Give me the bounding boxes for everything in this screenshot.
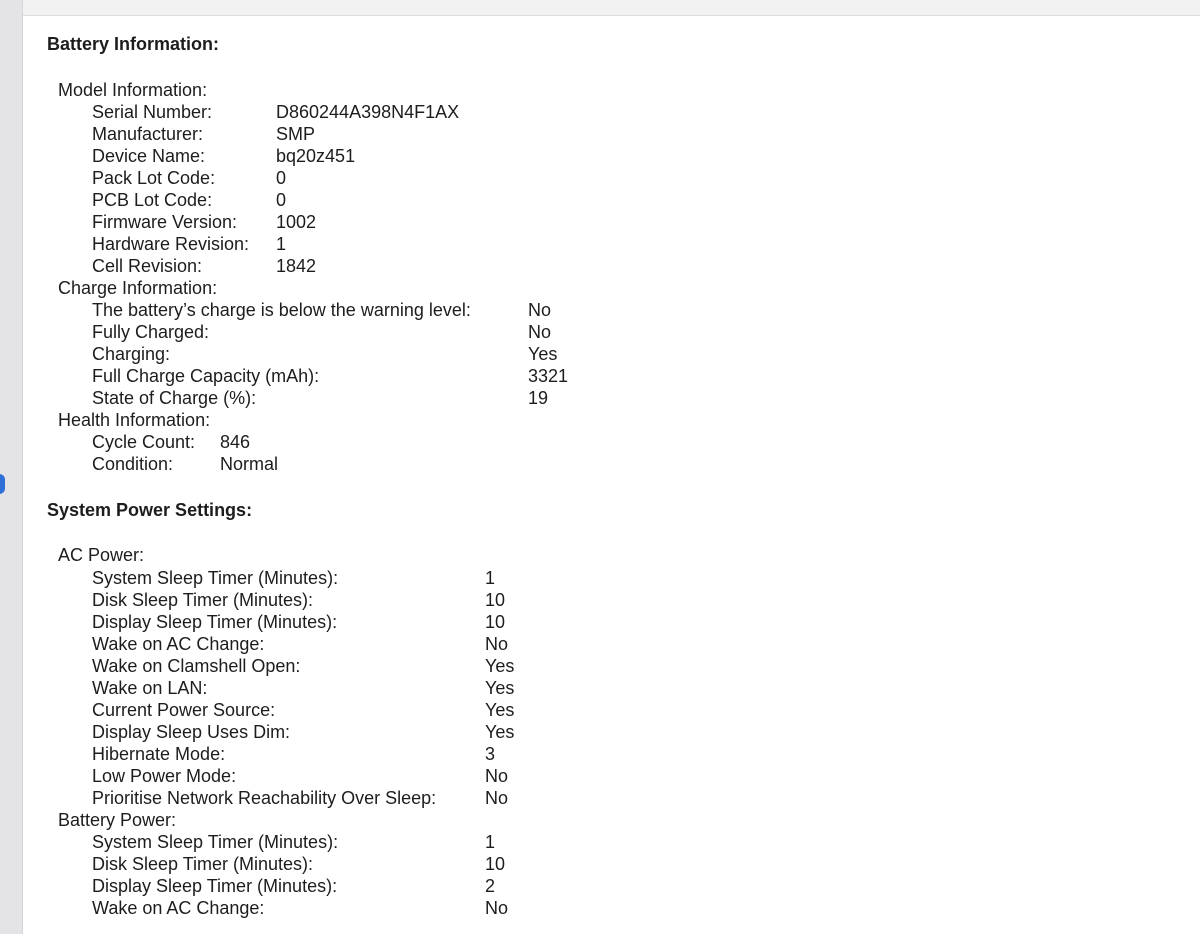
ac-display-sleep-timer-value: 10 (485, 612, 506, 632)
hardware-revision-label: Hardware Revision: (92, 234, 250, 254)
health-information-header: Health Information: (58, 410, 211, 430)
below-warning-level-value: No (528, 300, 552, 320)
ac-low-power-mode-value: No (485, 766, 509, 786)
firmware-version-value: 1002 (276, 212, 317, 232)
batt-system-sleep-timer-label: System Sleep Timer (Minutes): (92, 832, 339, 852)
ac-display-sleep-timer-label: Display Sleep Timer (Minutes): (92, 612, 338, 632)
serial-number-value: D860244A398N4F1AX (276, 102, 460, 122)
firmware-version-label: Firmware Version: (92, 212, 238, 232)
serial-number-label: Serial Number: (92, 102, 213, 122)
ac-display-sleep-uses-dim-label: Display Sleep Uses Dim: (92, 722, 291, 742)
state-of-charge-value: 19 (528, 388, 549, 408)
batt-wake-on-ac-change-value: No (485, 898, 509, 918)
pcb-lot-code-label: PCB Lot Code: (92, 190, 213, 210)
battery-power-header: Battery Power: (58, 810, 177, 830)
ac-power-header: AC Power: (58, 545, 145, 565)
fully-charged-label: Fully Charged: (92, 322, 210, 342)
batt-wake-on-ac-change-label: Wake on AC Change: (92, 898, 265, 918)
model-information-header: Model Information: (58, 80, 208, 100)
ac-current-power-source-label: Current Power Source: (92, 700, 276, 720)
below-warning-level-label: The battery’s charge is below the warning level: (92, 300, 471, 320)
ac-prioritise-network-label: Prioritise Network Reachability Over Sleep: (92, 788, 437, 808)
ac-current-power-source-value: Yes (485, 700, 515, 720)
ac-disk-sleep-timer-value: 10 (485, 590, 506, 610)
charge-information-header: Charge Information: (58, 278, 218, 298)
device-name-label: Device Name: (92, 146, 206, 166)
ac-wake-on-ac-change-value: No (485, 634, 509, 654)
batt-system-sleep-timer-value: 1 (485, 832, 496, 852)
batt-display-sleep-timer-label: Display Sleep Timer (Minutes): (92, 876, 338, 896)
pack-lot-code-label: Pack Lot Code: (92, 168, 216, 188)
fully-charged-value: No (528, 322, 552, 342)
system-power-settings-title: System Power Settings: (47, 500, 253, 520)
cycle-count-label: Cycle Count: (92, 432, 196, 452)
battery-information-title: Battery Information: (47, 34, 220, 54)
ac-wake-on-lan-value: Yes (485, 678, 515, 698)
full-charge-capacity-value: 3321 (528, 366, 569, 386)
device-name-value: bq20z451 (276, 146, 356, 166)
batt-display-sleep-timer-value: 2 (485, 876, 496, 896)
condition-value: Normal (220, 454, 279, 474)
ac-wake-on-lan-label: Wake on LAN: (92, 678, 208, 698)
ac-system-sleep-timer-label: System Sleep Timer (Minutes): (92, 568, 339, 588)
ac-wake-on-ac-change-label: Wake on AC Change: (92, 634, 265, 654)
ac-wake-on-clamshell-open-value: Yes (485, 656, 515, 676)
pack-lot-code-value: 0 (276, 168, 287, 188)
cell-revision-value: 1842 (276, 256, 317, 276)
ac-hibernate-mode-label: Hibernate Mode: (92, 744, 226, 764)
state-of-charge-label: State of Charge (%): (92, 388, 257, 408)
hardware-revision-value: 1 (276, 234, 287, 254)
ac-system-sleep-timer-value: 1 (485, 568, 496, 588)
pcb-lot-code-value: 0 (276, 190, 287, 210)
manufacturer-label: Manufacturer: (92, 124, 204, 144)
charging-label: Charging: (92, 344, 171, 364)
ac-hibernate-mode-value: 3 (485, 744, 496, 764)
ac-display-sleep-uses-dim-value: Yes (485, 722, 515, 742)
manufacturer-value: SMP (276, 124, 316, 144)
ac-wake-on-clamshell-open-label: Wake on Clamshell Open: (92, 656, 301, 676)
batt-disk-sleep-timer-label: Disk Sleep Timer (Minutes): (92, 854, 314, 874)
ac-low-power-mode-label: Low Power Mode: (92, 766, 237, 786)
full-charge-capacity-label: Full Charge Capacity (mAh): (92, 366, 320, 386)
cell-revision-label: Cell Revision: (92, 256, 203, 276)
batt-disk-sleep-timer-value: 10 (485, 854, 506, 874)
ac-disk-sleep-timer-label: Disk Sleep Timer (Minutes): (92, 590, 314, 610)
ac-prioritise-network-value: No (485, 788, 509, 808)
condition-label: Condition: (92, 454, 174, 474)
cycle-count-value: 846 (220, 432, 251, 452)
charging-value: Yes (528, 344, 558, 364)
